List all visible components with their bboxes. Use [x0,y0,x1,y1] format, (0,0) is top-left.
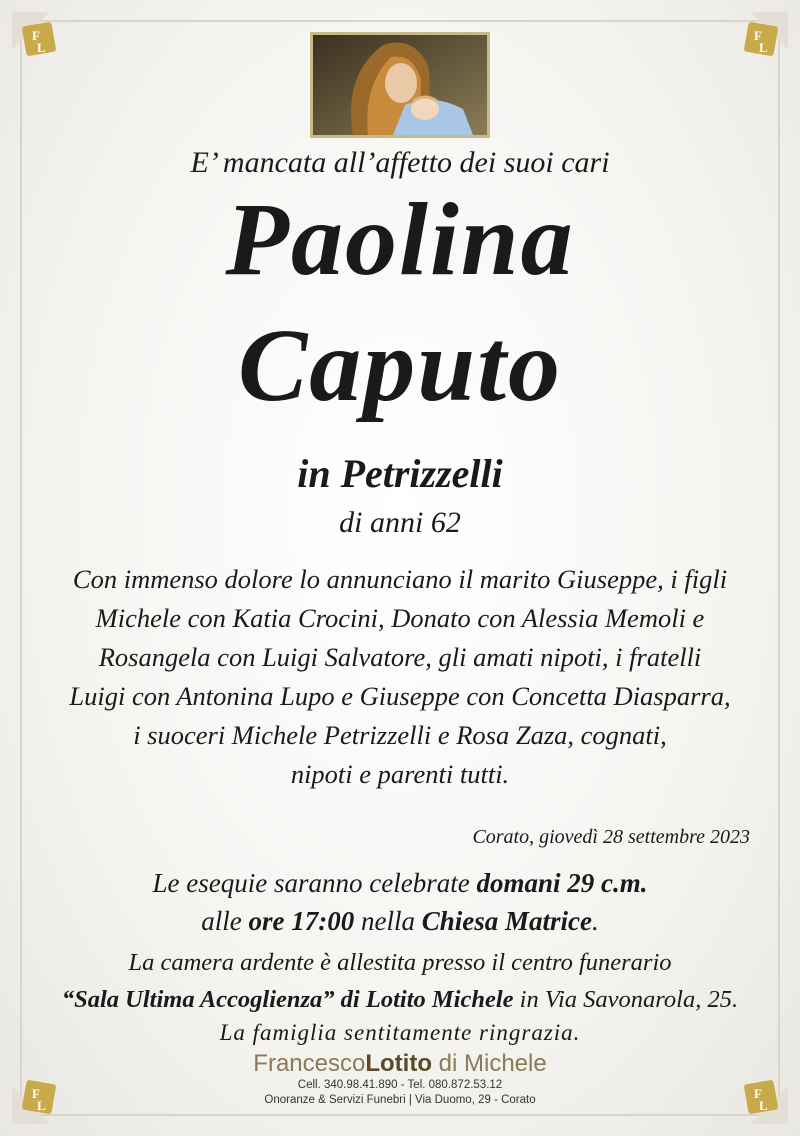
fl-monogram-icon [10,10,72,72]
svg-text:L: L [37,1098,46,1113]
svg-text:L: L [759,40,768,55]
dateline: Corato, giovedì 28 settembre 2023 [472,826,750,848]
deceased-last-name: Caputo [237,308,563,423]
announcement-line: i suoceri Michele Petrizzelli e Rosa Zaza, cognati, [133,720,667,750]
funeral-line-2: alle ore 17:00 nella Chiesa Matrice. [201,906,599,936]
phone-line: Cell. 340.98.41.890 - Tel. 080.872.53.12 [297,1079,503,1091]
announcement-line: Michele con Katia Crocini, Donato con Alessia Memoli e [95,603,705,633]
age-line: di anni 62 [339,506,461,539]
announcement-text [0,560,800,794]
svg-text:L: L [759,1098,768,1113]
deceased-first-name: Paolina [225,182,575,297]
svg-text:F: F [32,28,40,43]
chapel-line-1: La camera ardente è allestita presso il centro funerario [128,949,672,976]
funeral-home-contacts [0,1078,800,1108]
funeral-line-1: Le esequie saranno celebrate domani 29 c.m. [152,868,648,898]
madonna-image [310,32,490,138]
chapel-details [0,944,800,1018]
svg-text:F: F [32,1086,40,1101]
svg-text:F: F [754,28,762,43]
chapel-line-2: “Sala Ultima Accoglienza” di Lotito Michele in Via Savonarola, 25. [61,986,739,1013]
funeral-details [0,864,800,940]
announcement-line: Con immenso dolore lo annunciano il marito Giuseppe, i figli [72,564,728,594]
funeral-home-brand: FrancescoLotito di Michele [253,1050,547,1077]
fl-monogram-icon [728,10,790,72]
announcement-line: Luigi con Antonina Lupo e Giuseppe con Concetta Diasparra, [69,681,731,711]
announcement-line: Rosangela con Luigi Salvatore, gli amati nipoti, i fratelli [98,642,702,672]
address-line: Onoranze & Servizi Funebri | Via Duomo, 29 - Corato [264,1094,536,1106]
intro-line: E’ mancata all’affetto dei suoi cari [190,146,610,179]
thanks-line: La famiglia sentitamente ringrazia. [219,1020,581,1045]
svg-text:F: F [754,1086,762,1101]
svg-text:L: L [37,40,46,55]
married-name: in Petrizzelli [297,451,503,496]
announcement-line: nipoti e parenti tutti. [290,759,510,789]
